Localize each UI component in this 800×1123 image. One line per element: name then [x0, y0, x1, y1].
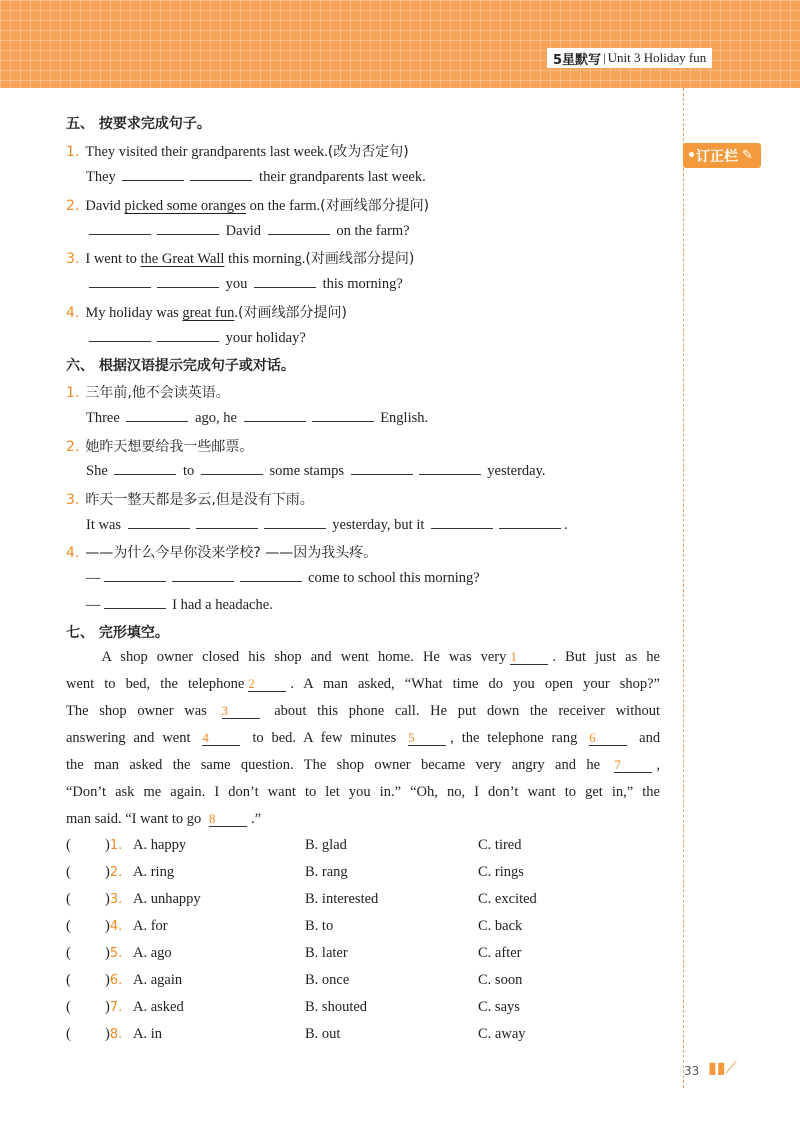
- question: [66, 382, 230, 402]
- question-text: They visited their grandparents last week.: [85, 144, 328, 160]
- answer-bracket-open: (: [66, 864, 71, 880]
- question-note: (对画线部分提问): [305, 251, 415, 267]
- blank[interactable]: [264, 516, 326, 529]
- passage-text: about this phone call. He put down the receiver without: [274, 703, 660, 719]
- blank[interactable]: [431, 516, 493, 529]
- passage-text: and: [639, 730, 661, 746]
- answer-bracket-open: (: [66, 972, 71, 988]
- passage-text: A shop owner closed his shop and went home. He was very: [66, 649, 507, 665]
- option-b[interactable]: B. interested: [305, 891, 379, 907]
- passage-text: the man asked the same question. The shop owner became very angry and he: [66, 757, 601, 773]
- passage-text: . A man asked, “What time do you open your shop?”: [290, 676, 660, 692]
- option-b[interactable]: B. to: [305, 918, 334, 934]
- answer-text: your holiday?: [225, 330, 306, 346]
- dialogue-dash: —: [86, 570, 101, 586]
- pencil-icon: ✎: [741, 148, 753, 163]
- section-title: 六、 根据汉语提示完成句子或对话。: [66, 358, 295, 374]
- passage-line: [66, 671, 660, 698]
- passage-text: The shop owner was: [66, 703, 207, 719]
- answer-line: [86, 222, 410, 240]
- question-text: .: [234, 305, 238, 321]
- underlined-phrase: picked some oranges: [124, 198, 247, 214]
- answer-text: yesterday, but it: [332, 517, 425, 533]
- question-text: My holiday was: [85, 305, 183, 321]
- option-b[interactable]: B. out: [305, 1026, 341, 1042]
- passage-line: [66, 725, 660, 752]
- answer-bracket-open: (: [66, 999, 71, 1015]
- option-number: )8.: [105, 1026, 123, 1042]
- answer-line: [86, 275, 403, 293]
- blank[interactable]: [312, 409, 374, 422]
- blank[interactable]: [499, 516, 561, 529]
- passage-line: [66, 752, 660, 779]
- answer-line: [86, 462, 546, 480]
- answer-text: to: [183, 463, 195, 479]
- cloze-blank[interactable]: 7: [614, 758, 652, 773]
- answer-box[interactable]: [80, 972, 104, 990]
- answer-text: this morning?: [322, 276, 403, 292]
- dialogue-dash: —: [86, 597, 101, 613]
- books-icon: ▮▮⟋: [708, 1060, 737, 1077]
- answer-text: They: [86, 169, 116, 185]
- correction-tab: [683, 143, 761, 168]
- answer-line: [86, 516, 568, 534]
- bullet-icon: •: [687, 147, 696, 164]
- separator: |: [603, 50, 606, 65]
- option-c[interactable]: C. excited: [478, 891, 537, 907]
- question: [66, 542, 377, 562]
- unit-tag: [547, 48, 712, 68]
- blank[interactable]: [244, 409, 306, 422]
- cloze-passage: [66, 644, 660, 833]
- option-number: )7.: [105, 999, 123, 1015]
- option-b[interactable]: B. rang: [305, 864, 348, 880]
- answer-text: I had a headache.: [172, 597, 273, 613]
- underlined-phrase: great fun: [182, 305, 235, 321]
- answer-box[interactable]: [80, 864, 104, 882]
- passage-text: ,: [656, 757, 661, 773]
- question: [66, 436, 253, 456]
- option-a[interactable]: A. happy: [133, 837, 187, 853]
- question-number: 2.: [66, 198, 80, 214]
- blank[interactable]: [157, 222, 219, 235]
- option-c[interactable]: C. back: [478, 918, 523, 934]
- question-note: (改为否定句): [327, 144, 409, 160]
- passage-line: [66, 698, 660, 725]
- passage-text: man said. “I want to go: [66, 811, 202, 827]
- question: [66, 302, 347, 322]
- passage-line: [66, 779, 660, 806]
- question-text: ——为什么今早你没来学校? ——因为我头疼。: [85, 545, 378, 561]
- question-text: David: [85, 198, 125, 214]
- blank[interactable]: [104, 596, 166, 609]
- answer-text: Three: [86, 410, 120, 426]
- cloze-blank[interactable]: 2: [248, 677, 286, 692]
- question-text: 昨天一整天都是多云,但是没有下雨。: [85, 492, 314, 508]
- blank[interactable]: [126, 409, 188, 422]
- section-title: 七、 完形填空。: [66, 625, 169, 641]
- answer-text: David: [225, 223, 262, 239]
- answer-text: their grandparents last week.: [259, 169, 426, 185]
- blank[interactable]: [157, 329, 219, 342]
- answer-text: on the farm?: [336, 223, 410, 239]
- correction-label: 订正栏: [695, 148, 738, 165]
- blank[interactable]: [268, 222, 330, 235]
- question-text: this morning.: [224, 251, 306, 267]
- option-a[interactable]: A. unhappy: [133, 891, 201, 907]
- cloze-blank[interactable]: 8: [209, 812, 247, 827]
- blank[interactable]: [89, 222, 151, 235]
- answer-line: [86, 329, 306, 347]
- passage-text: “Don’t ask me again. I don’t want to let you in.” “Oh, no, I don’t want to get in,” the: [66, 784, 660, 800]
- answer-bracket-open: (: [66, 1026, 71, 1042]
- brand-label: 5星默写: [553, 52, 602, 68]
- answer-bracket-open: (: [66, 837, 71, 853]
- blank[interactable]: [351, 462, 413, 475]
- answer-box[interactable]: [80, 891, 104, 909]
- option-a[interactable]: A. ring: [133, 864, 175, 880]
- answer-box[interactable]: [80, 918, 104, 936]
- option-b[interactable]: B. later: [305, 945, 348, 961]
- option-a[interactable]: A. again: [133, 972, 183, 988]
- answer-line: [86, 409, 428, 427]
- question-text: on the farm.: [246, 198, 321, 214]
- answer-bracket-open: (: [66, 945, 71, 961]
- answer-text: She: [86, 463, 108, 479]
- blank[interactable]: [172, 569, 234, 582]
- unit-title: Unit 3 Holiday fun: [607, 50, 707, 65]
- answer-line: [86, 168, 426, 186]
- page-number: 33: [684, 1064, 700, 1078]
- answer-text: yesterday.: [487, 463, 546, 479]
- question: [66, 248, 414, 268]
- blank[interactable]: [196, 516, 258, 529]
- blank[interactable]: [419, 462, 481, 475]
- question-number: 1.: [66, 144, 80, 160]
- question: [66, 489, 314, 509]
- option-c[interactable]: C. after: [478, 945, 522, 961]
- blank[interactable]: [254, 275, 316, 288]
- passage-text: .”: [250, 811, 261, 827]
- passage-text: , the telephone rang: [450, 730, 578, 746]
- option-number: )3.: [105, 891, 123, 907]
- answer-box[interactable]: [80, 1026, 104, 1044]
- question-number: 4.: [66, 545, 80, 561]
- cloze-blank[interactable]: 5: [408, 731, 446, 746]
- answer-box[interactable]: [80, 837, 104, 855]
- question-text: I went to: [85, 251, 141, 267]
- passage-text: . But just as he: [552, 649, 660, 665]
- option-c[interactable]: C. soon: [478, 972, 523, 988]
- blank[interactable]: [104, 569, 166, 582]
- passage-text: to bed. A few minutes: [252, 730, 397, 746]
- question: [66, 195, 429, 215]
- question-note: (对画线部分提问): [237, 305, 347, 321]
- cloze-blank[interactable]: 4: [202, 731, 240, 746]
- question-number: 2.: [66, 439, 80, 455]
- option-number: )2.: [105, 864, 123, 880]
- underlined-phrase: the Great Wall: [140, 251, 225, 267]
- passage-line: [66, 806, 660, 833]
- question-text: 三年前,他不会读英语。: [85, 385, 230, 401]
- section-title: 五、 按要求完成句子。: [66, 116, 211, 132]
- blank[interactable]: [89, 275, 151, 288]
- answer-text: come to school this morning?: [308, 570, 480, 586]
- option-c[interactable]: C. away: [478, 1026, 526, 1042]
- option-number: )6.: [105, 972, 123, 988]
- option-number: )4.: [105, 918, 123, 934]
- answer-line: [86, 569, 480, 587]
- question-number: 1.: [66, 385, 80, 401]
- option-c[interactable]: C. says: [478, 999, 520, 1015]
- option-a[interactable]: A. asked: [133, 999, 184, 1015]
- question-note: (对画线部分提问): [320, 198, 430, 214]
- option-b[interactable]: B. glad: [305, 837, 347, 853]
- blank[interactable]: [157, 275, 219, 288]
- option-b[interactable]: B. shouted: [305, 999, 368, 1015]
- page-header: [0, 0, 800, 88]
- correction-column-divider: [683, 88, 684, 1088]
- option-number: )5.: [105, 945, 123, 961]
- option-a[interactable]: A. in: [133, 1026, 162, 1042]
- passage-text: answering and went: [66, 730, 191, 746]
- answer-text: .: [564, 517, 568, 533]
- option-b[interactable]: B. once: [305, 972, 350, 988]
- question-number: 4.: [66, 305, 80, 321]
- option-a[interactable]: A. for: [133, 918, 168, 934]
- blank[interactable]: [240, 569, 302, 582]
- answer-text: some stamps: [269, 463, 345, 479]
- blank[interactable]: [190, 168, 252, 181]
- answer-text: English.: [380, 410, 429, 426]
- option-number: )1.: [105, 837, 123, 853]
- cloze-blank[interactable]: 1: [510, 650, 548, 665]
- cloze-blank[interactable]: 3: [222, 704, 260, 719]
- passage-text: went to bed, the telephone: [66, 676, 245, 692]
- blank[interactable]: [114, 462, 176, 475]
- answer-bracket-open: (: [66, 918, 71, 934]
- option-c[interactable]: C. rings: [478, 864, 524, 880]
- cloze-blank[interactable]: 6: [589, 731, 627, 746]
- option-c[interactable]: C. tired: [478, 837, 522, 853]
- answer-text: It was: [86, 517, 122, 533]
- option-a[interactable]: A. ago: [133, 945, 172, 961]
- question-number: 3.: [66, 492, 80, 508]
- answer-text: ago, he: [195, 410, 237, 426]
- question: [66, 141, 409, 161]
- answer-bracket-open: (: [66, 891, 71, 907]
- answer-box[interactable]: [80, 999, 104, 1017]
- answer-line: [86, 596, 273, 614]
- question-text: 她昨天想要给我一些邮票。: [85, 439, 254, 455]
- passage-line: [66, 644, 660, 671]
- answer-box[interactable]: [80, 945, 104, 963]
- question-number: 3.: [66, 251, 80, 267]
- blank[interactable]: [128, 516, 190, 529]
- blank[interactable]: [89, 329, 151, 342]
- blank[interactable]: [122, 168, 184, 181]
- blank[interactable]: [201, 462, 263, 475]
- answer-text: you: [225, 276, 248, 292]
